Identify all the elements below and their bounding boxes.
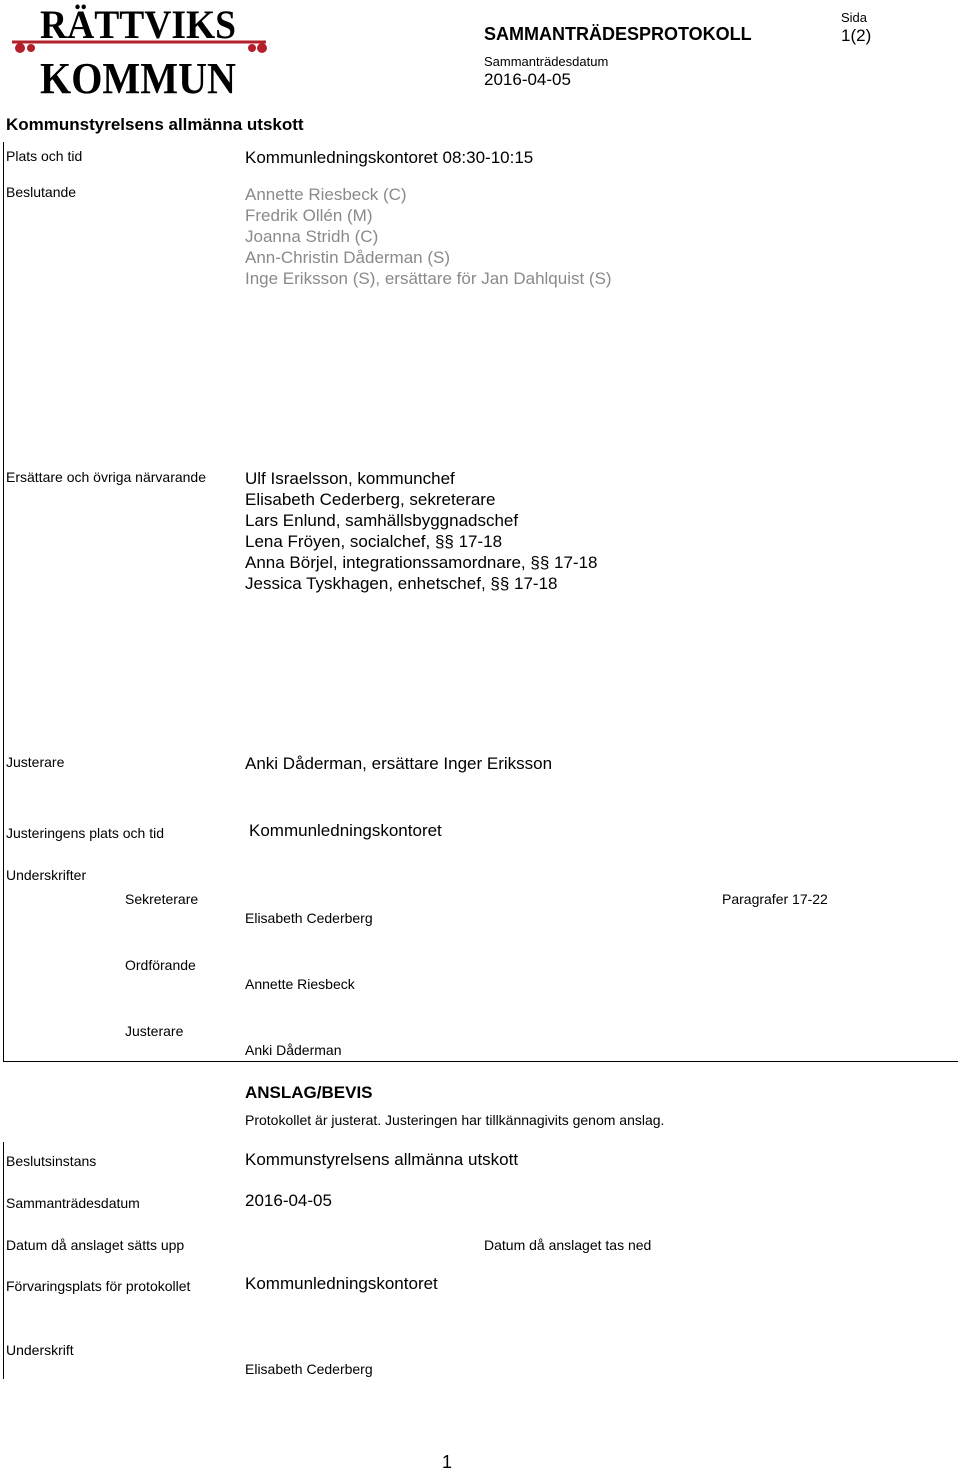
paragraphs: Paragrafer 17-22: [722, 891, 828, 907]
chair-name: Annette Riesbeck: [245, 976, 355, 992]
others-list: [245, 468, 598, 594]
header-date: 2016-04-05: [484, 70, 571, 89]
notice-title: ANSLAG/BEVIS: [245, 1083, 373, 1102]
sig-adjuster-label: Justerare: [125, 1023, 184, 1039]
signature-rule: [3, 1061, 958, 1062]
body-label: Beslutsinstans: [6, 1153, 97, 1169]
notice-signature-label: Underskrift: [6, 1342, 74, 1358]
storage-label: Förvaringsplats för protokollet: [6, 1278, 191, 1294]
page-number: 1: [442, 1452, 453, 1472]
signatures-label: Underskrifter: [6, 867, 87, 883]
others-label: Ersättare och övriga närvarande: [6, 469, 206, 485]
notice-signature-name: Elisabeth Cederberg: [245, 1361, 373, 1377]
decision-label: Beslutande: [6, 184, 77, 200]
adjust-place-value: Kommunledningskontoret: [249, 821, 442, 840]
place-label: Plats och tid: [6, 148, 83, 164]
list-item: Annette Riesbeck (C): [245, 185, 407, 204]
list-item: Anna Börjel, integrationssamordnare, §§ 17-18: [245, 553, 598, 572]
page-label: Sida: [841, 10, 868, 25]
place-value: Kommunledningskontoret 08:30-10:15: [245, 148, 534, 167]
list-item: Jessica Tyskhagen, enhetschef, §§ 17-18: [245, 574, 558, 593]
secretary-label: Sekreterare: [125, 891, 199, 907]
list-item: Fredrik Ollén (M): [245, 206, 373, 225]
adjust-place-label: Justeringens plats och tid: [6, 825, 164, 841]
decision-makers-list: [245, 184, 612, 289]
left-rule: [3, 142, 4, 1062]
page-indicator: 1(2): [841, 26, 872, 45]
committee-title: Kommunstyrelsens allmänna utskott: [6, 115, 304, 134]
logo-line1: RÄTTVIKS: [40, 2, 236, 47]
document-type: SAMMANTRÄDESPROTOKOLL: [484, 24, 752, 44]
left-rule-lower: [3, 1142, 4, 1379]
secretary-name: Elisabeth Cederberg: [245, 910, 373, 926]
rattviks-kommun-logo: [4, 0, 272, 100]
notice-text: Protokollet är justerat. Justeringen har tillkännagivits genom anslag.: [245, 1112, 665, 1128]
posted-date-label: Datum då anslaget sätts upp: [6, 1237, 185, 1253]
chair-label: Ordförande: [125, 957, 196, 973]
list-item: Lena Fröyen, socialchef, §§ 17-18: [245, 532, 503, 551]
removed-date-label: Datum då anslaget tas ned: [484, 1237, 652, 1253]
adjuster-value: Anki Dåderman, ersättare Inger Eriksson: [245, 754, 553, 773]
body-value: Kommunstyrelsens allmänna utskott: [245, 1150, 519, 1169]
sig-adjuster-name: Anki Dåderman: [245, 1042, 342, 1058]
list-item: Ulf Israelsson, kommunchef: [245, 469, 455, 488]
adjuster-label: Justerare: [6, 754, 65, 770]
list-item: Lars Enlund, samhällsbyggnadschef: [245, 511, 519, 530]
logo-line2: KOMMUN: [40, 54, 237, 100]
notice-date-label: Sammanträdesdatum: [6, 1195, 140, 1211]
notice-date-value: 2016-04-05: [245, 1191, 332, 1210]
list-item: Inge Eriksson (S), ersättare för Jan Dahlquist (S): [245, 269, 612, 288]
list-item: Elisabeth Cederberg, sekreterare: [245, 490, 496, 509]
list-item: Joanna Stridh (C): [245, 227, 379, 246]
header-date-label: Sammanträdesdatum: [484, 54, 609, 69]
storage-value: Kommunledningskontoret: [245, 1274, 438, 1293]
list-item: Ann-Christin Dåderman (S): [245, 248, 451, 267]
